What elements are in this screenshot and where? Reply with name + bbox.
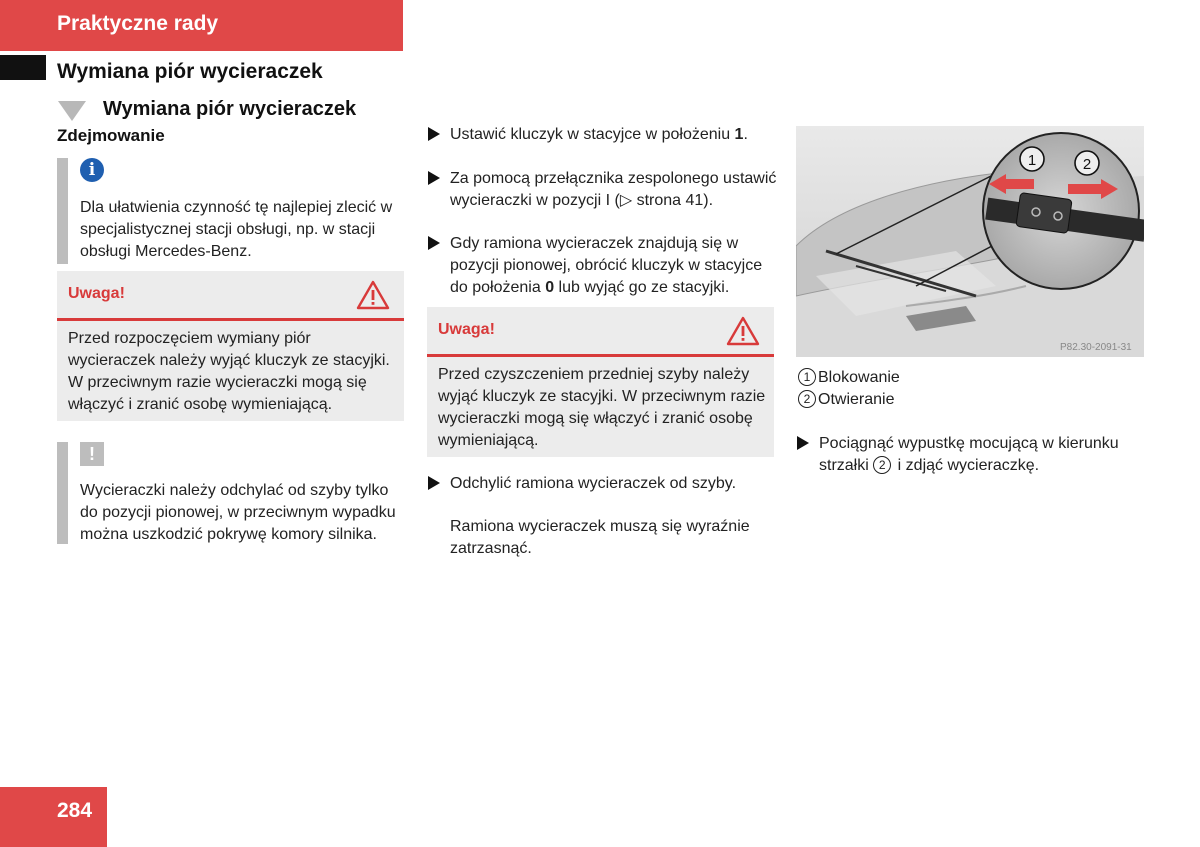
legend-number: 1 [798,368,816,386]
step-text: Odchylić ramiona wycieraczek od szyby. [450,475,737,492]
step-text: i zdjąć wycieraczkę. [893,457,1040,474]
step-item [428,233,778,299]
wiper-figure [796,126,1144,357]
step-text: Gdy ramiona wycieraczek znajdują się w pozycji pionowej, obrócić kluczyk w stacyjce do położenia [450,235,763,296]
page-number: 284 [57,799,93,822]
windshield-wiper-image [796,126,1144,357]
page-title: Wymiana piór wycieraczek [57,60,323,83]
page-number-box [0,787,107,847]
page-reference: strona 41). [636,192,714,209]
info-note-bar [57,158,68,264]
section-title: Wymiana piór wycieraczek [103,98,357,120]
warning-text: Przed rozpoczęciem wymiany piór wycieraczek należy wyjąć kluczyk ze stacyjki. W przeciwnym razie wycieraczki mogą się włączyć i zranić osobę wymieniającą. [68,330,390,413]
step-text: . [743,126,748,143]
bullet-arrow-icon [428,171,440,185]
section-header-tab [0,0,403,51]
warning-triangle-icon [726,316,760,346]
step-text: Pociągnąć wypustkę mocującą w kierunku strzałki [819,435,1119,474]
warning-label: Uwaga! [68,285,125,302]
step-item [428,168,778,212]
legend-label: Otwieranie [818,391,895,408]
step-note: Ramiona wycieraczek muszą się wyraźnie zatrzasnąć. [450,518,750,557]
section-header-label: Praktyczne rady [57,12,219,35]
callout-2: 2 [1082,156,1092,173]
warning-triangle-icon [356,280,390,310]
section-triangle-icon [58,101,86,121]
subsection-title: Zdejmowanie [57,126,165,145]
step-text: Za pomocą przełącznika zespolonego ustawić wycieraczki w pozycji I ( [450,170,777,209]
caution-note-text: Wycieraczki należy odchylać od szyby tylko do pozycji pionowej, w przeciwnym wypadku można uszkodzić pokrywę komory silnika. [80,482,396,543]
warning-box [427,307,774,457]
info-icon: i [80,158,104,182]
step-emphasis: 0 [545,279,555,296]
step-text: lub wyjąć go ze stacyjki. [554,279,730,296]
bullet-arrow-icon [797,436,809,450]
warning-header [57,271,404,321]
exclamation-icon: ! [80,442,104,466]
warning-header [427,307,774,357]
legend-item [798,367,900,389]
bullet-arrow-icon [428,236,440,250]
callout-1: 1 [1027,152,1037,169]
info-note-text: Dla ułatwienia czynność tę najlepiej zlecić w specjalistycznej stacji obsługi, np. w stacji obsługi Mercedes-Benz. [80,199,393,260]
bullet-arrow-icon [428,476,440,490]
step-item [797,433,1137,477]
step-item [428,124,778,146]
step-text: Ustawić kluczyk w stacyjce w położeniu [450,126,735,143]
bullet-arrow-icon [428,127,440,141]
warning-box [57,271,404,421]
chapter-marker [0,55,46,80]
figure-code: P82.30-2091-31 [1060,342,1132,353]
page-reference-icon: ▷ [619,192,633,209]
legend-item [798,389,894,411]
inline-callout: 2 [873,456,891,474]
step-emphasis: 1 [734,126,744,143]
warning-label: Uwaga! [438,321,495,338]
caution-note-bar [57,442,68,544]
legend-number: 2 [798,390,816,408]
legend-label: Blokowanie [818,369,900,386]
step-item [428,473,778,495]
warning-text: Przed czyszczeniem przedniej szyby należy wyjąć kluczyk ze stacyjki. W przeciwnym razie wycieraczki mogą się włączyć i zranić osobę wymieniającą. [438,366,766,449]
